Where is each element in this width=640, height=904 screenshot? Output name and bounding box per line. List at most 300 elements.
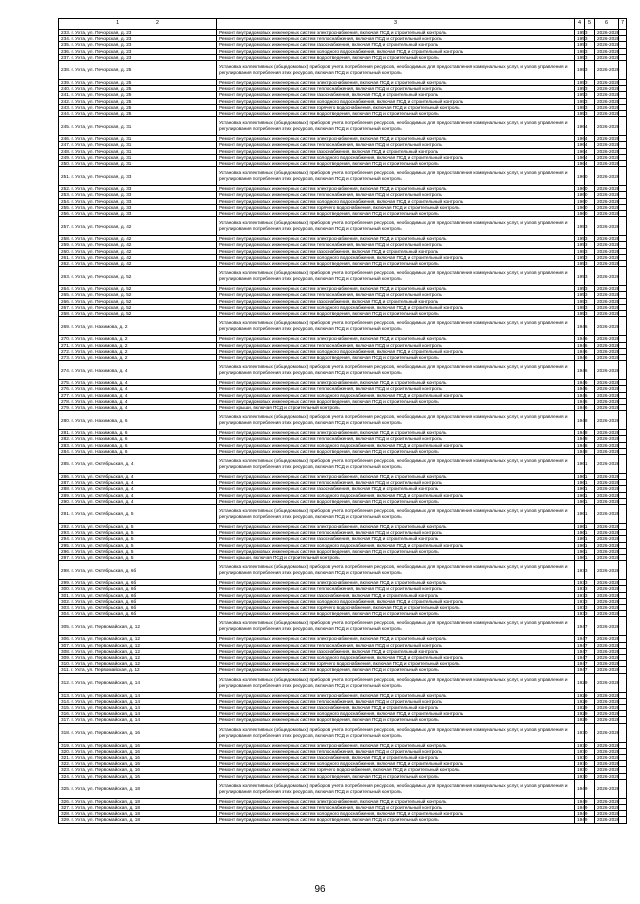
row-address: г. Ухта, ул. Нахимова, д. 6 [71,417,128,423]
row-period-cell: 2026-2028 [595,354,619,360]
row-address: г. Ухта, ул. Октябрьская, д. 6б [71,592,137,598]
row-year-cell: 1953 [575,304,585,310]
row-work-cell: Ремонт внутридомовых инженерных систем электроснабжения, включая ПСД и строительный контроль [217,473,575,479]
row-year-cell: 1953 [575,267,585,286]
row-work-cell: Установка коллективных (общедомовых) приборов учета потребления ресурсов, необходимых для предоставления коммунальных услуг, и узлов управления и регулирования потребления этих ресурсов, включая ПСД и строительный контроль [217,723,575,742]
row-period-cell: 2026-2028 [595,42,619,48]
row-year-cell: 1961 [575,536,585,542]
row-work-cell: Ремонт внутридомовых инженерных систем газоснабжения, включая ПСД и строительный контроль [217,92,575,98]
row-period-cell: 2026-2028 [595,617,619,636]
row-year-cell: 1961 [575,473,585,479]
row-number: 240. [61,86,71,92]
row-number: 241. [61,92,71,98]
row-period-cell: 2026-2028 [595,648,619,654]
row-year-cell: 1933 [575,561,585,580]
row-period-cell: 2026-2028 [595,711,619,717]
row-work-cell: Ремонт внутридомовых инженерных систем электроснабжения, включая ПСД и строительный контроль [217,236,575,242]
row-address: г. Ухта, ул. Нахимова, д. 2 [71,323,128,329]
row-number: 311. [61,667,70,673]
row-period-cell: 2026-2028 [595,236,619,242]
row-address-cell [59,617,217,636]
row-year-cell: 1946 [575,342,585,348]
row-year-cell: 1960 [575,198,585,204]
row-year-cell: 1953 [575,48,585,54]
row-empty-cell [619,617,627,636]
row-period-cell: 2026-2028 [595,498,619,504]
row-year-cell: 1946 [575,317,585,336]
table-row [59,411,627,430]
row-work-cell: Ремонт внутридомовых инженерных систем газоснабжения, включая ПСД и строительный контроль [217,486,575,492]
row-year-cell: 1946 [575,398,585,404]
row-number: 271. [61,342,71,348]
row-period-cell: 2026-2028 [595,242,619,248]
table-row [59,779,627,798]
row-period-cell: 2026-2028 [595,554,619,560]
row-period-cell: 2026-2028 [595,317,619,336]
row-address: г. Ухта, ул. Первомайская, д. 14 [71,711,141,717]
row-number: 307. [61,642,71,648]
row-period-cell: 2026-2028 [595,705,619,711]
row-work-cell: Ремонт внутридомовых инженерных систем электроснабжения, включая ПСД и строительный контроль [217,636,575,642]
row-work-cell: Ремонт внутридомовых инженерных систем холодного водоснабжения, включая ПСД и строительный контроль [217,811,575,817]
row-work-cell: Ремонт внутридомовых инженерных систем теплоснабжения, включая ПСД и строительный контроль [217,342,575,348]
row-period-cell: 2026-2028 [595,767,619,773]
row-work-cell: Ремонт внутридомовых инженерных систем водоотведения, включая ПСД и строительный контроль [217,448,575,454]
table-row [59,817,627,823]
row-period-cell: 2026-2028 [595,580,619,586]
row-period-cell: 2026-2028 [595,755,619,761]
row-year-cell: 1961 [575,480,585,486]
row-year-cell: 1949 [575,811,585,817]
row-work-cell: Ремонт внутридомовых инженерных систем электроснабжения, включая ПСД и строительный контроль [217,286,575,292]
row-work-cell: Ремонт внутридомовых инженерных систем газоснабжения, включая ПСД и строительный контроль [217,648,575,654]
row-empty-cell [619,817,627,823]
table-row [59,673,627,692]
row-work-cell: Ремонт внутридомовых инженерных систем холодного водоснабжения, включая ПСД и строительный контроль [217,304,575,310]
row-address: г. Ухта, ул. Печорская, д. 25 [71,98,132,104]
row-address: г. Ухта, ул. Печорская, д. 23 [71,54,132,60]
row-year-cell: 1953 [575,236,585,242]
row-number: 310. [61,661,71,667]
row-year-cell: 1953 [575,298,585,304]
row-number: 255. [61,204,71,210]
row-year-cell: 1949 [575,798,585,804]
row-address: г. Ухта, ул. Печорская, д. 52 [71,311,132,317]
row-work-cell: Ремонт внутридомовых инженерных систем водоотведения, включая ПСД и строительный контроль [217,817,575,823]
row-period-cell: 2026-2028 [595,473,619,479]
row-year-cell: 1930 [575,742,585,748]
row-work-cell: Ремонт внутридомовых инженерных систем горячего водоснабжения, включая ПСД и строительный контроль [217,604,575,610]
row-number: 256. [61,211,71,217]
row-year-cell: 1960 [575,211,585,217]
row-address: г. Ухта, ул. Печорская, д. 33 [71,204,132,210]
row-empty-cell [619,504,627,523]
row-address: г. Ухта, ул. Печорская, д. 42 [71,236,132,242]
row-work-cell: Ремонт внутридомовых инженерных систем теплоснабжения, включая ПСД и строительный контроль [217,386,575,392]
row-number: 275. [61,380,71,386]
header-row [59,19,627,30]
row-empty-cell [619,361,627,380]
row-work-cell: Ремонт внутридомовых инженерных систем холодного водоснабжения, включая ПСД и строительный контроль [217,655,575,661]
row-year-cell: 1946 [575,354,585,360]
row-work-cell: Ремонт внутридомовых инженерных систем водоотведения, включая ПСД и строительный контроль [217,354,575,360]
row-period-cell: 2026-2028 [595,436,619,442]
row-address: г. Ухта, ул. Нахимова, д. 6 [71,442,128,448]
row-year-cell: 1961 [575,542,585,548]
row-work-cell: Установка коллективных (общедомовых) приборов учета потребления ресурсов, необходимых для предоставления коммунальных услуг, и узлов управления и регулирования потребления этих ресурсов, включая ПСД и строительный контроль [217,117,575,136]
table-row [59,117,627,136]
row-year-cell: 1964 [575,136,585,142]
row-address: г. Ухта, ул. Октябрьская, д. 5 [71,536,134,542]
row-year-cell: 1930 [575,773,585,779]
table-row [59,561,627,580]
row-work-cell: Ремонт внутридомовых инженерных систем теплоснабжения, включая ПСД и строительный контроль [217,805,575,811]
row-empty-cell [619,411,627,430]
row-address: г. Ухта, ул. Печорская, д. 42 [71,223,132,229]
row-period-cell: 2026-2028 [595,80,619,86]
row-period-cell: 2026-2028 [595,342,619,348]
row-number: 316. [61,711,71,717]
row-address-cell [59,561,217,580]
row-address: г. Ухта, ул. Печорская, д. 23 [71,30,132,35]
row-work-cell: Ремонт внутридомовых инженерных систем горячего водоснабжения, включая ПСД и строительный контроль [217,661,575,667]
row-number: 269. [61,323,71,329]
row-address: г. Ухта, ул. Нахимова, д. 4 [71,392,128,398]
row-number: 266. [61,298,71,304]
row-number: 254. [61,198,71,204]
table-row [59,723,627,742]
row-period-cell: 2026-2028 [595,186,619,192]
row-period-cell: 2026-2028 [595,742,619,748]
row-work-cell: Ремонт внутридомовых инженерных систем теплоснабжения, включая ПСД и строительный контроль [217,480,575,486]
row-number: 301. [61,592,71,598]
row-period-cell: 2026-2028 [595,361,619,380]
row-number: 291. [61,511,71,517]
row-period-cell: 2026-2028 [595,773,619,779]
row-work-cell: Ремонт крыши, включая ПСД и строительный контроль [217,554,575,560]
row-year-cell: 1946 [575,361,585,380]
row-year-cell: 1933 [575,592,585,598]
row-work-cell: Установка коллективных (общедомовых) приборов учета потребления ресурсов, необходимых для предоставления коммунальных услуг, и узлов управления и регулирования потребления этих ресурсов, включая ПСД и строительный контроль [217,361,575,380]
table-body [59,30,627,824]
row-period-cell: 2026-2028 [595,61,619,80]
row-period-cell: 2026-2028 [595,561,619,580]
row-number: 284. [61,448,71,454]
row-work-cell: Ремонт внутридомовых инженерных систем газоснабжения, включая ПСД и строительный контроль [217,298,575,304]
row-address: г. Ухта, ул. Печорская, д. 31 [71,154,132,160]
row-number: 235. [61,42,71,48]
row-work-cell: Ремонт внутридомовых инженерных систем электроснабжения, включая ПСД и строительный контроль [217,336,575,342]
row-address: г. Ухта, ул. Печорская, д. 31 [71,142,132,148]
row-address-cell [59,817,217,823]
row-period-cell: 2026-2028 [595,198,619,204]
row-year-cell: 1953 [575,36,585,42]
row-number: 328. [61,811,71,817]
row-work-cell: Установка коллективных (общедомовых) приборов учета потребления ресурсов, необходимых для предоставления коммунальных услуг, и узлов управления и регулирования потребления этих ресурсов, включая ПСД и строительный контроль [217,267,575,286]
col-header-work: 3 [217,19,575,30]
row-address: г. Ухта, ул. Печорская, д. 25 [71,80,132,86]
row-address: г. Ухта, ул. Октябрьская, д. 5 [71,511,134,517]
row-year-cell: 1929 [575,711,585,717]
row-period-cell: 2026-2028 [595,542,619,548]
row-year-cell: 1947 [575,636,585,642]
row-year-cell: 1933 [575,586,585,592]
row-period-cell: 2026-2028 [595,442,619,448]
row-address: г. Ухта, ул. Октябрьская, д. 5 [71,530,134,536]
row-number: 242. [61,98,71,104]
row-address: г. Ухта, ул. Октябрьская, д. 5 [71,548,134,554]
row-work-cell: Ремонт внутридомовых инженерных систем водоотведения, включая ПСД и строительный контроль [217,311,575,317]
row-work-cell: Ремонт внутридомовых инженерных систем электроснабжения, включая ПСД и строительный контроль [217,798,575,804]
row-work-cell: Ремонт внутридомовых инженерных систем электроснабжения, включая ПСД и строительный контроль [217,186,575,192]
row-address: г. Ухта, ул. Печорская, д. 25 [71,111,132,117]
row-address: г. Ухта, ул. Нахимова, д. 4 [71,398,128,404]
row-period-cell: 2026-2028 [595,611,619,617]
row-number: 298. [61,567,71,573]
row-year-cell: 1946 [575,404,585,410]
row-period-cell: 2026-2028 [595,48,619,54]
row-year-cell: 1953 [575,61,585,80]
row-year-cell: 1961 [575,504,585,523]
row-year-cell: 1953 [575,217,585,236]
row-period-cell: 2026-2028 [595,661,619,667]
row-year-cell: 1953 [575,311,585,317]
row-work-cell: Установка коллективных (общедомовых) приборов учета потребления ресурсов, необходимых для предоставления коммунальных услуг, и узлов управления и регулирования потребления этих ресурсов, включая ПСД и строительный контроль [217,673,575,692]
row-year-cell: 1961 [575,554,585,560]
row-period-cell: 2026-2028 [595,248,619,254]
row-work-cell: Ремонт внутридомовых инженерных систем электроснабжения, включая ПСД и строительный контроль [217,80,575,86]
row-address: г. Ухта, ул. Первомайская, д. 14 [71,698,141,704]
row-address: г. Ухта, ул. Первомайская, д. 18 [71,817,141,823]
row-period-cell: 2026-2028 [595,598,619,604]
row-work-cell: Ремонт внутридомовых инженерных систем водоотведения, включая ПСД и строительный контроль [217,667,575,673]
row-work-cell: Ремонт внутридомовых инженерных систем холодного водоснабжения, включая ПСД и строительный контроль [217,392,575,398]
row-address: г. Ухта, ул. Печорская, д. 52 [71,298,132,304]
row-address: г. Ухта, ул. Первомайская, д. 18 [71,798,141,804]
row-year-cell: 1929 [575,717,585,723]
row-period-cell: 2026-2028 [595,655,619,661]
row-work-cell: Ремонт внутридомовых инженерных систем электроснабжения, включая ПСД и строительный контроль [217,692,575,698]
row-empty-cell [619,267,627,286]
row-number: 325. [61,786,71,792]
row-address: г. Ухта, ул. Первомайская, д. 16 [71,773,141,779]
row-year-cell: 1953 [575,80,585,86]
col-header-address: 1 2 [59,19,217,30]
row-address: г. Ухта, ул. Нахимова, д. 4 [71,386,128,392]
table-row [59,361,627,380]
row-address: г. Ухта, ул. Нахимова, д. 6 [71,430,128,436]
row-address: г. Ухта, ул. Нахимова, д. 2 [71,348,128,354]
row-period-cell: 2026-2028 [595,811,619,817]
row-address: г. Ухта, ул. Печорская, д. 33 [71,173,132,179]
row-year-cell: 1961 [575,498,585,504]
document-table [58,18,627,824]
row-year-cell: 1964 [575,117,585,136]
row-period-cell: 2026-2028 [595,805,619,811]
col-header-5: 5 [585,19,595,30]
row-year-cell: 1929 [575,698,585,704]
row-number: 280. [61,417,71,423]
col-header-4: 4 [575,19,585,30]
row-work-cell: Ремонт внутридомовых инженерных систем холодного водоснабжения, включая ПСД и строительный контроль [217,48,575,54]
row-number: 299. [61,580,71,586]
row-address: г. Ухта, ул. Нахимова, д. 6 [71,436,128,442]
row-number: 261. [61,254,71,260]
row-work-cell: Ремонт внутридомовых инженерных систем теплоснабжения, включая ПСД и строительный контроль [217,86,575,92]
row-year-cell: 1949 [575,805,585,811]
row-work-cell: Ремонт внутридомовых инженерных систем газоснабжения, включая ПСД и строительный контроль [217,755,575,761]
row-work-cell: Ремонт внутридомовых инженерных систем холодного водоснабжения, включая ПСД и строительный контроль [217,154,575,160]
row-year-cell: 1930 [575,767,585,773]
row-number: 243. [61,104,71,110]
row-period-cell: 2026-2028 [595,92,619,98]
row-number: 287. [61,480,71,486]
row-number: 264. [61,286,71,292]
row-address: г. Ухта, ул. Печорская, д. 23 [71,48,132,54]
row-period-cell: 2026-2028 [595,411,619,430]
row-address: г. Ухта, ул. Первомайская, д. 16 [71,767,141,773]
row-address: г. Ухта, ул. Первомайская, д. 18 [71,811,141,817]
row-address: г. Ухта, ул. Печорская, д. 33 [71,198,132,204]
row-number: 257. [61,223,71,229]
row-address: г. Ухта, ул. Первомайская, д. 12 [71,667,140,673]
row-address: г. Ухта, ул. Печорская, д. 25 [71,67,132,73]
row-address: г. Ухта, ул. Октябрьская, д. 6б [71,604,137,610]
row-number: 290. [61,498,71,504]
row-number: 249. [61,154,71,160]
row-period-cell: 2026-2028 [595,480,619,486]
row-number: 283. [61,442,71,448]
row-empty-cell [619,167,627,186]
row-period-cell: 2026-2028 [595,817,619,823]
row-period-cell: 2026-2028 [595,104,619,110]
row-period-cell: 2026-2028 [595,448,619,454]
row-number: 321. [61,755,71,761]
row-number: 313. [61,692,71,698]
row-work-cell: Ремонт внутридомовых инженерных систем водоотведения, включая ПСД и строительный контроль [217,498,575,504]
row-address: г. Ухта, ул. Первомайская, д. 12 [71,648,141,654]
row-address: г. Ухта, ул. Нахимова, д. 2 [71,336,128,342]
row-year-cell: 1947 [575,667,585,673]
row-number: 297. [61,554,71,560]
row-number: 276. [61,386,71,392]
row-address-cell [59,504,217,523]
row-work-cell: Ремонт внутридомовых инженерных систем холодного водоснабжения, включая ПСД и строительный контроль [217,761,575,767]
row-address: г. Ухта, ул. Октябрьская, д. 6б [71,580,137,586]
row-number: 319. [61,742,71,748]
table-row [59,617,627,636]
row-work-cell: Ремонт внутридомовых инженерных систем горячего водоснабжения, включая ПСД и строительный контроль [217,104,575,110]
row-address: г. Ухта, ул. Октябрьская, д. 4 [71,498,134,504]
row-period-cell: 2026-2028 [595,211,619,217]
row-address: г. Ухта, ул. Печорская, д. 42 [71,242,132,248]
row-period-cell: 2026-2028 [595,380,619,386]
row-number: 238. [61,67,71,73]
row-number: 317. [61,717,71,723]
row-year-cell: 1953 [575,42,585,48]
row-work-cell: Ремонт внутридомовых инженерных систем теплоснабжения, включая ПСД и строительный контроль [217,292,575,298]
row-year-cell: 1933 [575,580,585,586]
row-address: г. Ухта, ул. Первомайская, д. 16 [71,730,141,736]
row-period-cell: 2026-2028 [595,117,619,136]
row-address: г. Ухта, ул. Нахимова, д. 4 [71,404,128,410]
row-work-cell: Ремонт внутридомовых инженерных систем горячего водоснабжения, включая ПСД и строительный контроль [217,767,575,773]
col-header-6: 6 [595,19,619,30]
row-address: г. Ухта, ул. Октябрьская, д. 4 [71,473,134,479]
row-address: г. Ухта, ул. Печорская, д. 25 [71,86,132,92]
row-empty-cell [619,317,627,336]
row-work-cell: Ремонт внутридомовых инженерных систем водоотведения, включая ПСД и строительный контроль [217,717,575,723]
row-work-cell: Ремонт внутридомовых инженерных систем теплоснабжения, включая ПСД и строительный контроль [217,748,575,754]
row-year-cell: 1947 [575,617,585,636]
row-address: г. Ухта, ул. Первомайская, д. 12 [71,661,141,667]
row-work-cell: Установка коллективных (общедомовых) приборов учета потребления ресурсов, необходимых для предоставления коммунальных услуг, и узлов управления и регулирования потребления этих ресурсов, включая ПСД и строительный контроль [217,617,575,636]
row-year-cell: 1946 [575,392,585,398]
row-address: г. Ухта, ул. Октябрьская, д. 4 [71,492,134,498]
row-period-cell: 2026-2028 [595,586,619,592]
row-number: 262. [61,261,71,267]
row-year-cell: 1948 [575,430,585,436]
row-work-cell: Установка коллективных (общедомовых) приборов учета потребления ресурсов, необходимых для предоставления коммунальных услуг, и узлов управления и регулирования потребления этих ресурсов, включая ПСД и строительный контроль [217,779,575,798]
row-period-cell: 2026-2028 [595,167,619,186]
row-address: г. Ухта, ул. Первомайская, д. 16 [71,755,141,761]
row-period-cell: 2026-2028 [595,336,619,342]
row-work-cell: Ремонт внутридомовых инженерных систем электроснабжения, включая ПСД и строительный контроль [217,523,575,529]
row-number: 258. [61,236,71,242]
row-address: г. Ухта, ул. Печорская, д. 52 [71,304,132,310]
row-address: г. Ухта, ул. Первомайская, д. 18 [71,786,141,792]
row-address: г. Ухта, ул. Октябрьская, д. 5 [71,542,134,548]
table-row [59,217,627,236]
row-address-cell [59,723,217,742]
row-year-cell: 1953 [575,86,585,92]
row-period-cell: 2026-2028 [595,192,619,198]
row-work-cell: Установка коллективных (общедомовых) приборов учета потребления ресурсов, необходимых для предоставления коммунальных услуг, и узлов управления и регулирования потребления этих ресурсов, включая ПСД и строительный контроль [217,61,575,80]
row-year-cell: 1953 [575,98,585,104]
row-number: 247. [61,142,71,148]
row-empty-cell [619,454,627,473]
row-period-cell: 2026-2028 [595,398,619,404]
row-year-cell: 1946 [575,386,585,392]
row-work-cell: Ремонт внутридомовых инженерных систем холодного водоснабжения, включая ПСД и строительный контроль [217,542,575,548]
row-address: г. Ухта, ул. Первомайская, д. 14 [71,680,141,685]
row-period-cell: 2026-2028 [595,404,619,410]
row-period-cell: 2026-2028 [595,386,619,392]
row-address: г. Ухта, ул. Нахимова, д. 4 [71,380,128,386]
row-year-cell: 1949 [575,779,585,798]
row-year-cell: 1930 [575,748,585,754]
row-address: г. Ухта, ул. Печорская, д. 42 [71,248,132,254]
row-period-cell: 2026-2028 [595,304,619,310]
row-period-cell: 2026-2028 [595,692,619,698]
row-year-cell: 1964 [575,142,585,148]
row-work-cell: Ремонт внутридомовых инженерных систем водоотведения, включая ПСД и строительный контроль [217,111,575,117]
row-address: г. Ухта, ул. Октябрьская, д. 6б [71,567,137,573]
row-year-cell: 1953 [575,104,585,110]
row-number: 274. [61,367,71,373]
row-period-cell: 2026-2028 [595,261,619,267]
row-address: г. Ухта, ул. Октябрьская, д. 4 [71,461,134,467]
row-year-cell: 1953 [575,261,585,267]
row-number: 244. [61,111,71,117]
row-year-cell: 1946 [575,336,585,342]
row-address: г. Ухта, ул. Октябрьская, д. 4 [71,480,134,486]
row-period-cell: 2026-2028 [595,673,619,692]
row-empty-cell [619,723,627,742]
row-address: г. Ухта, ул. Октябрьская, д. 4 [71,486,134,492]
row-address-cell [59,361,217,380]
row-address: г. Ухта, ул. Печорская, д. 25 [71,92,132,98]
